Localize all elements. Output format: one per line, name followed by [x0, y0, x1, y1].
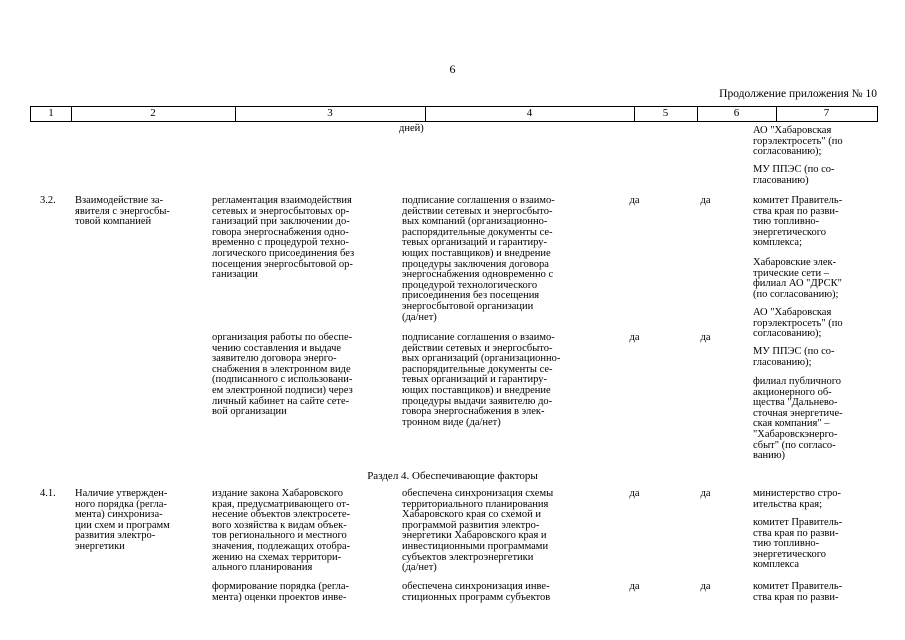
row32-fact-2: да: [700, 332, 711, 343]
row32-number: 3.2.: [40, 195, 56, 206]
row41-executor-1: министерство стро- ительства края;: [753, 488, 842, 510]
row32-measure-2: организация работы по обеспе- чению составления и выдаче заявителю договора энерго- снабжения в электронном виде (подписанного с использовани- ем электронной подписи) через личный кабинет на сайте сете- вой организации: [212, 332, 353, 418]
row32-measure-1: регламентация взаимодействия сетевых и энергосбытовых ор- ганизаций при заключении до- говора энергоснабжения одно- временно с процедурой техно- логического присоединения без посещения энергосбытовой ор- ганизации: [212, 195, 355, 281]
row41-stage: Наличие утвержден- ного порядка (регла- мента) синхрониза- ции схем и программ развития электро- энергетики: [75, 488, 170, 552]
row41-measure-1: издание закона Хабаровского края, предусматривающего от- несение объектов электросете- вого хозяйства к видам объек- тов регионального и местного значения, подлежащих отобра- жению на схемах территори- ального планирования: [212, 488, 351, 574]
header-col-5: 5: [662, 107, 669, 119]
row0-executor-2: МУ ППЭС (по со- гласованию): [753, 164, 835, 186]
row41-executor-2: комитет Правитель- ства края по разви- тию топливно- энергетического комплекса: [753, 517, 843, 571]
table-header: [30, 106, 878, 122]
row41-plan-2: да: [629, 581, 640, 592]
row32-stage: Взаимодействие за- явителя с энергосбы- товой компанией: [75, 195, 170, 228]
row41-measure-2: формирование порядка (регла- мента) оценки проектов инве-: [212, 581, 350, 603]
header-col-1: 1: [48, 107, 54, 119]
row32-executor-3: АО "Хабаровская горэлектросеть" (по согласованию);: [753, 307, 843, 340]
header-col-2: 2: [150, 107, 156, 119]
row32-executor-4: МУ ППЭС (по со- гласованию);: [753, 346, 835, 368]
row41-number: 4.1.: [40, 488, 56, 499]
header-col-7: 7: [823, 107, 830, 119]
row41-plan-1: да: [629, 488, 640, 499]
row32-plan-2: да: [629, 332, 640, 343]
row32-indicator-1: подписание соглашения о взаимо- действии сетевых и энергосбыто- вых компаний (организационно- распорядительные документы се- тевых организаций и гарантиру- ющих поставщиков) и внедрение процедуры заключения договора энергоснабжения одновременно с процедурой технологического присоединения без посещения энергосбытовой организации (да/нет): [402, 195, 555, 323]
header-col-3: 3: [327, 107, 333, 119]
row41-indicator-1: обеспечена синхронизация схемы территориального планирования Хабаровского края со схемой и программой развития электро- энергетики Хабаровского края и инвестиционными программами субъектов электроэнергетики (да/нет): [402, 488, 554, 574]
row32-fact-1: да: [700, 195, 711, 206]
row41-fact-2: да: [700, 581, 711, 592]
row32-executor-1: комитет Правитель- ства края по разви- тию топливно- энергетического комплекса;: [753, 195, 843, 249]
row32-executor-2: Хабаровские элек- трические сети – филиал АО "ДРСК" (по согласованию);: [753, 257, 842, 300]
page-number: 6: [449, 62, 456, 76]
header-col-6: 6: [733, 107, 740, 119]
section-heading: Раздел 4. Обеспечивающие факторы: [367, 470, 538, 482]
row32-plan-1: да: [629, 195, 640, 206]
continuation-label: Продолжение приложения № 10: [719, 88, 877, 100]
row41-indicator-2: обеспечена синхронизация инве- стиционных программ субъектов: [402, 581, 551, 603]
row41-fact-1: да: [700, 488, 711, 499]
row41-executor-3: комитет Правитель- ства края по разви-: [753, 581, 843, 603]
header-col-4: 4: [526, 107, 533, 119]
row0-executor-1: АО "Хабаровская горэлектросеть" (по согласованию);: [753, 125, 843, 158]
row32-indicator-2: подписание соглашения о взаимо- действии сетевых и энергосбыто- вых организаций (организационно- распорядительные документы се- тевых организаций и гарантиру- ющих поставщиков) и внедрение процедуры выдачи заявителю до- говора энергоснабжения в элек- тронном виде (да/нет): [402, 332, 561, 428]
row0-result: дней): [399, 123, 424, 134]
row32-executor-5: филиал публичного акционерного об- щества "Дальнево- сточная энергетиче- ская компания" – "Хабаровскэнерго- сбыт" (по согласо- ванию): [753, 376, 843, 462]
